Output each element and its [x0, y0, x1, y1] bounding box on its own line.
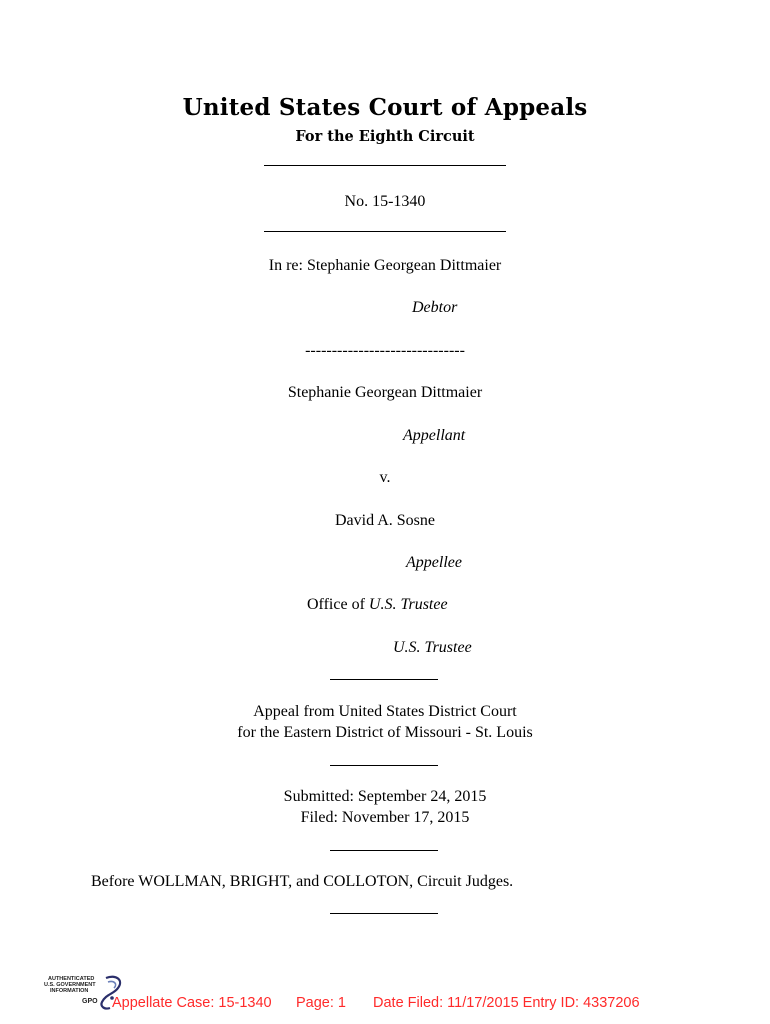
- trustee-line: [307, 595, 448, 615]
- header-rule: [264, 165, 506, 166]
- in-re-line: In re: Stephanie Georgean Dittmaier: [268, 257, 502, 274]
- trustee-role: U.S. Trustee: [393, 639, 472, 656]
- appellant-name: Stephanie Georgean Dittmaier: [287, 384, 483, 401]
- footer-date-entry: Date Filed: 11/17/2015 Entry ID: 4337206: [373, 995, 640, 1011]
- gpo-logo-line-3: INFORMATION: [50, 988, 89, 994]
- dates-rule: [330, 850, 438, 851]
- trustee-name: U.S. Trustee: [368, 596, 448, 613]
- filed-date: Filed: November 17, 2015: [300, 809, 470, 826]
- appellee-name: David A. Sosne: [335, 512, 435, 529]
- footer-case: Appellate Case: 15-1340: [112, 995, 272, 1011]
- debtor-role: Debtor: [412, 299, 458, 316]
- gpo-logo-mark: GPO: [82, 998, 98, 1005]
- court-name: United States Court of Appeals: [182, 94, 588, 121]
- case-number: No. 15-1340: [344, 193, 426, 210]
- trustee-prefix: Office of: [307, 596, 369, 613]
- panel-rule: [330, 913, 438, 914]
- party-separator: ------------------------------: [305, 342, 465, 359]
- parties-rule: [330, 679, 438, 680]
- case-number-rule: [264, 231, 506, 232]
- footer-page: Page: 1: [296, 995, 346, 1011]
- appellant-role: Appellant: [403, 427, 466, 444]
- versus: v.: [379, 469, 391, 486]
- gpo-logo-line-2: U.S. GOVERNMENT: [44, 982, 96, 988]
- submitted-date: Submitted: September 24, 2015: [283, 788, 487, 805]
- appellee-role: Appellee: [406, 554, 462, 571]
- appeal-line-1: Appeal from United States District Court: [253, 703, 517, 720]
- circuit-name: For the Eighth Circuit: [295, 128, 475, 145]
- panel-line: Before WOLLMAN, BRIGHT, and COLLOTON, Circuit Judges.: [91, 873, 514, 890]
- appeal-line-2: for the Eastern District of Missouri - St. Louis: [237, 724, 533, 741]
- appeal-rule: [330, 765, 438, 766]
- gpo-logo-line-1: AUTHENTICATED: [48, 976, 95, 982]
